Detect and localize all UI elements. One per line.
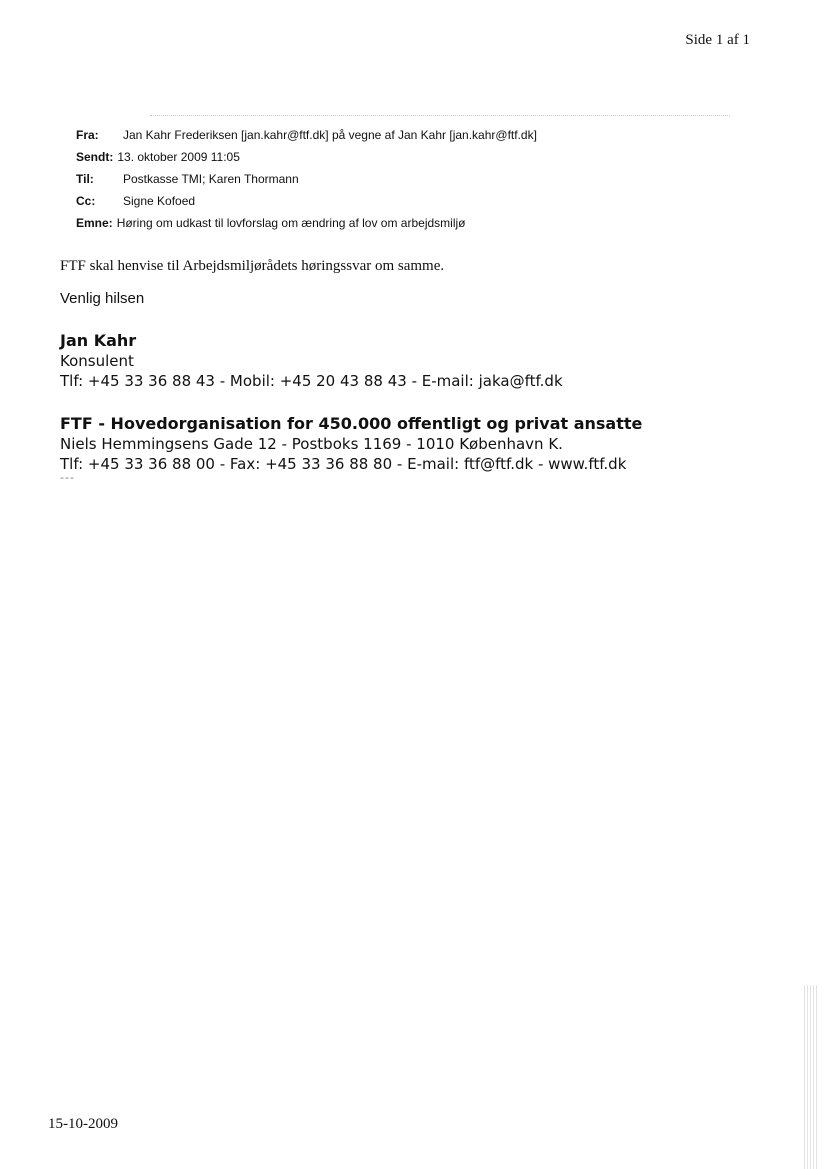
header-label: Fra: (76, 128, 99, 142)
header-sent (76, 146, 537, 168)
signature (60, 331, 563, 391)
signature-separator: --- (60, 471, 75, 484)
header-label: Til: (76, 172, 94, 186)
header-subject (76, 212, 537, 234)
body-text: FTF skal henvise til Arbejdsmiljørådets høringssvar om samme. (60, 258, 445, 274)
header-label: Sendt: (76, 150, 114, 164)
email-headers (76, 124, 537, 234)
header-value: Jan Kahr Frederiksen [jan.kahr@ftf.dk] på vegne af Jan Kahr [jan.kahr@ftf.dk] (123, 128, 537, 142)
page-number: Side 1 af 1 (685, 32, 750, 48)
header-to (76, 168, 537, 190)
organisation-block (60, 414, 642, 474)
signature-contact: Tlf: +45 33 36 88 43 - Mobil: +45 20 43 88 43 - E-mail: jaka@ftf.dk (60, 372, 563, 390)
header-label: Emne: (76, 216, 113, 230)
header-value: Høring om udkast til lovforslag om ændring af lov om arbejdsmiljø (116, 216, 466, 230)
header-label: Cc: (76, 194, 96, 208)
header-cc (76, 190, 537, 212)
organisation-name: FTF - Hovedorganisation for 450.000 offentligt og privat ansatte (60, 414, 643, 433)
scan-edge (804, 985, 818, 1169)
header-divider (150, 115, 730, 116)
signature-title: Konsulent (60, 352, 134, 370)
organisation-address: Niels Hemmingsens Gade 12 - Postboks 1169 - 1010 København K. (60, 435, 563, 453)
organisation-contact: Tlf: +45 33 36 88 00 - Fax: +45 33 36 88 80 - E-mail: ftf@ftf.dk - www.ftf.dk (60, 455, 627, 473)
header-from (76, 124, 537, 146)
header-value: 13. oktober 2009 11:05 (117, 150, 240, 164)
footer-date: 15-10-2009 (48, 1116, 118, 1132)
greeting: Venlig hilsen (60, 290, 145, 307)
signature-name: Jan Kahr (60, 331, 137, 350)
header-value: Signe Kofoed (123, 194, 196, 208)
header-value: Postkasse TMI; Karen Thormann (123, 172, 299, 186)
